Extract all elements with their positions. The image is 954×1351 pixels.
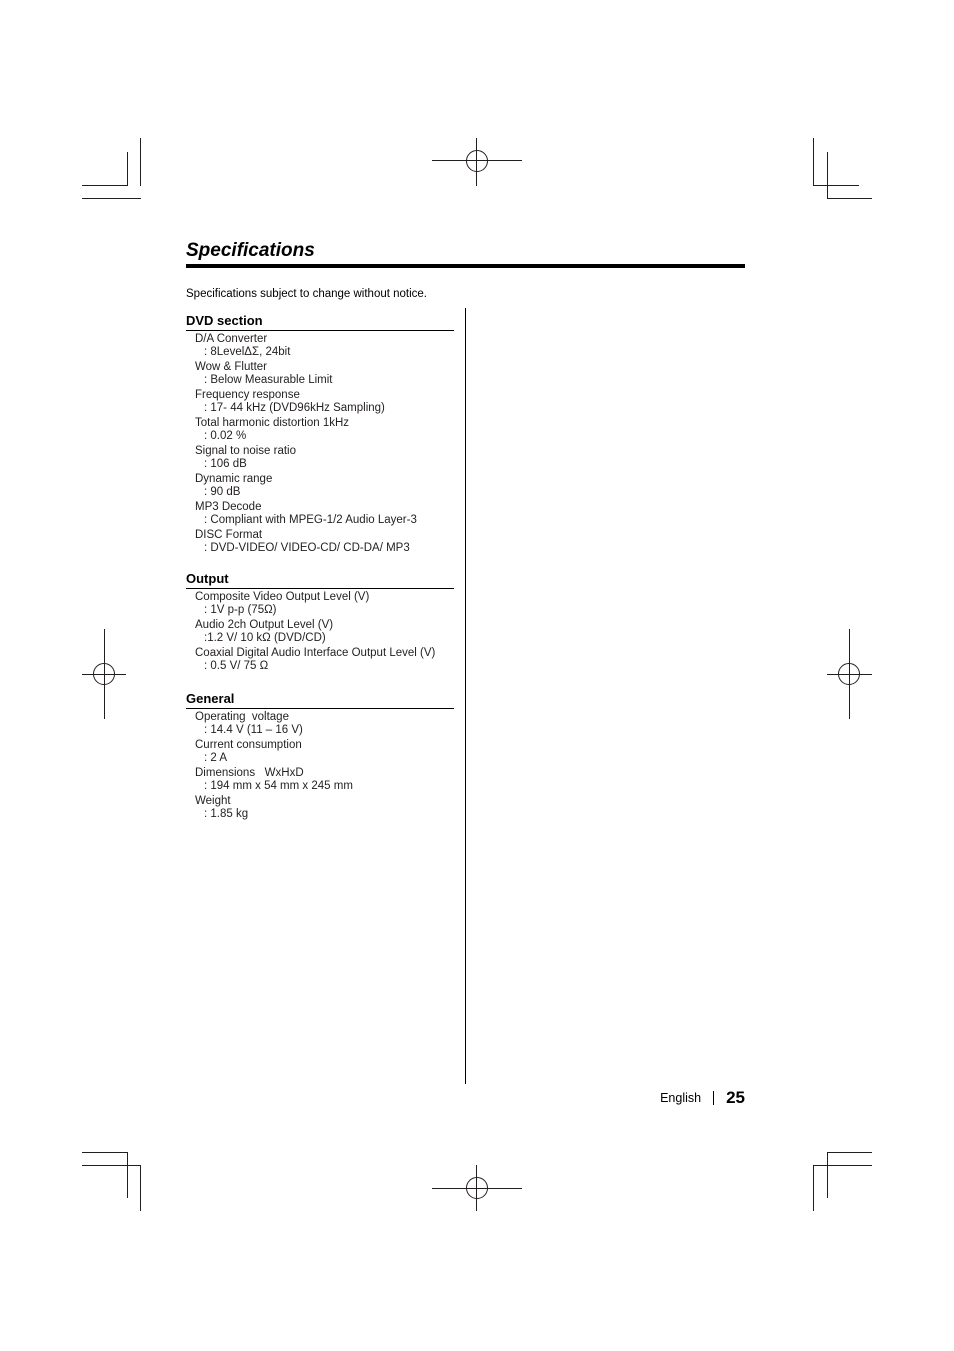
spec-item bbox=[195, 767, 454, 793]
spec-value: : Below Measurable Limit bbox=[204, 374, 333, 386]
footer-separator bbox=[713, 1091, 714, 1105]
spec-value: :1.2 V/ 10 kΩ (DVD/CD) bbox=[204, 632, 326, 644]
spec-value: : 194 mm x 54 mm x 245 mm bbox=[204, 780, 353, 792]
spec-label: Current consumption bbox=[195, 739, 302, 751]
spec-item bbox=[195, 333, 454, 359]
spec-value: : 2 A bbox=[204, 752, 228, 764]
spec-item bbox=[195, 417, 454, 443]
spec-value: : 90 dB bbox=[204, 486, 241, 498]
spec-item bbox=[195, 795, 454, 821]
spec-item bbox=[195, 389, 454, 415]
spec-item bbox=[195, 501, 454, 527]
footer-language: English bbox=[660, 1091, 702, 1105]
spec-label: Operating voltage bbox=[195, 711, 289, 723]
section-output bbox=[186, 571, 454, 675]
section-heading: Output bbox=[186, 571, 454, 589]
column-divider bbox=[465, 308, 466, 1084]
spec-label: Weight bbox=[195, 795, 231, 807]
spec-label: Signal to noise ratio bbox=[195, 445, 297, 457]
spec-item bbox=[195, 473, 454, 499]
spec-label: Frequency response bbox=[195, 389, 300, 401]
spec-label: Wow & Flutter bbox=[195, 361, 267, 373]
spec-value: : 14.4 V (11 – 16 V) bbox=[204, 724, 303, 736]
spec-label: Coaxial Digital Audio Interface Output Level (V) bbox=[195, 647, 436, 659]
spec-label: Total harmonic distortion 1kHz bbox=[195, 417, 350, 429]
spec-label: D/A Converter bbox=[195, 333, 268, 345]
spec-label: Dimensions WxHxD bbox=[195, 767, 304, 779]
spec-value: : 1.85 kg bbox=[204, 808, 249, 820]
spec-label: Audio 2ch Output Level (V) bbox=[195, 619, 334, 631]
section-dvd bbox=[186, 313, 454, 557]
spec-value: : 8LevelΔΣ, 24bit bbox=[204, 346, 291, 358]
spec-value: : 0.5 V/ 75 Ω bbox=[204, 660, 269, 672]
spec-list bbox=[186, 709, 454, 821]
spec-label: Dynamic range bbox=[195, 473, 273, 485]
page-number: 25 bbox=[726, 1088, 745, 1107]
spec-value: : 106 dB bbox=[204, 458, 247, 470]
spec-item bbox=[195, 361, 454, 387]
spec-label: DISC Format bbox=[195, 529, 263, 541]
spec-item bbox=[195, 529, 454, 555]
section-heading: General bbox=[186, 691, 454, 709]
intro-text: Specifications subject to change without notice. bbox=[186, 288, 428, 300]
spec-value: : 0.02 % bbox=[204, 430, 247, 442]
section-heading: DVD section bbox=[186, 313, 454, 331]
spec-label: MP3 Decode bbox=[195, 501, 262, 513]
spec-value: : 1V p-p (75Ω) bbox=[204, 604, 277, 616]
spec-value: : DVD-VIDEO/ VIDEO-CD/ CD-DA/ MP3 bbox=[204, 542, 410, 554]
section-general bbox=[186, 691, 454, 823]
spec-value: : Compliant with MPEG-1/2 Audio Layer-3 bbox=[204, 514, 417, 526]
spec-item bbox=[195, 711, 454, 737]
spec-item bbox=[195, 647, 454, 673]
spec-item bbox=[195, 739, 454, 765]
title-rule bbox=[186, 264, 745, 268]
page-title: Specifications bbox=[186, 240, 315, 261]
spec-item bbox=[195, 591, 454, 617]
spec-list bbox=[186, 589, 454, 673]
spec-value: : 17- 44 kHz (DVD96kHz Sampling) bbox=[204, 402, 385, 414]
spec-label: Composite Video Output Level (V) bbox=[195, 591, 370, 603]
spec-item bbox=[195, 619, 454, 645]
page-footer bbox=[660, 1088, 745, 1108]
spec-list bbox=[186, 331, 454, 555]
spec-item bbox=[195, 445, 454, 471]
